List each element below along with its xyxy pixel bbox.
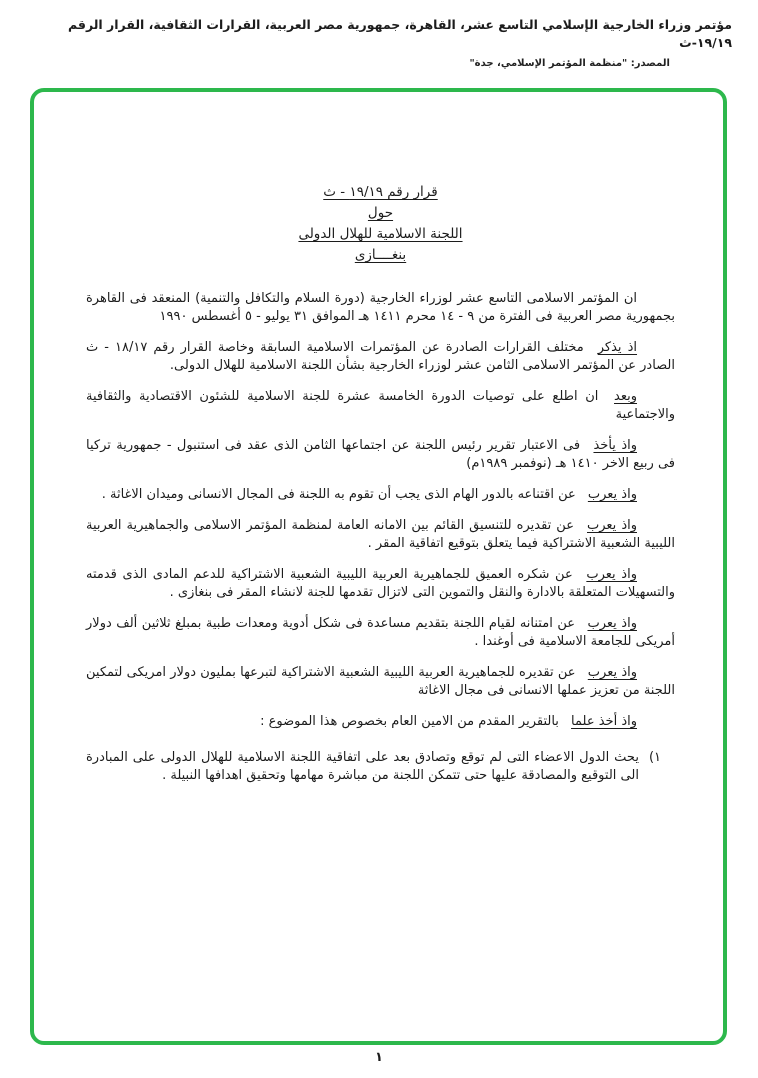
paragraph-lead: واذ أخذ علما bbox=[571, 714, 637, 729]
title-line-about: حول bbox=[367, 205, 394, 221]
paragraph-appreciation-coordination bbox=[86, 517, 675, 553]
paragraph-gratitude-aid bbox=[86, 615, 675, 651]
paragraph-lead: وبعد bbox=[614, 389, 638, 404]
paragraph-thanks-libya bbox=[86, 566, 675, 602]
header-source: المصدر: "منظمة المؤتمر الإسلامي، جدة" bbox=[469, 58, 670, 69]
paragraph-lead: واذ يعرب bbox=[587, 518, 637, 533]
list-item-1 bbox=[86, 749, 675, 785]
paragraph-lead: واذ يأخذ bbox=[593, 438, 637, 453]
paragraph-lead: واذ يعرب bbox=[587, 487, 637, 502]
paragraph-taking-note bbox=[86, 713, 675, 731]
header-title: مؤتمر وزراء الخارجية الإسلامي التاسع عشر، القاهرة، جمهورية مصر العربية، القرارات الثقافية، القرار الرقم ١٩/١٩-ث bbox=[67, 17, 732, 50]
paragraph-appreciation-donation bbox=[86, 664, 675, 700]
paragraph-text: ان اطلع على توصيات الدورة الخامسة عشرة للجنة الاسلامية للشئون الاقتصادية والثقافية والاجتماعية bbox=[86, 389, 675, 422]
list-item-number: ١) bbox=[648, 750, 661, 765]
paragraph-recalling bbox=[86, 339, 675, 375]
paragraph-lead: اذ يذكر bbox=[597, 340, 638, 355]
paragraph-text: عن تقديره للتنسيق القائم بين الامانه العامة لمنظمة المؤتمر الاسلامى والجماهيرية العربية الليبية الشعبية الاشتراكية فيما يتعلق بتوقيع اتفاقية المقر . bbox=[86, 518, 675, 551]
paragraph-text: عن شكره العميق للجماهيرية العربية الليبية الشعبية الاشتراكية للدعم المادى الذى قدمته والتسهيلات المتعلقة بالادارة والنقل والتموين التى لاتزال تقدمها للجنة لانشاء المقر فى بنغازى . bbox=[86, 567, 675, 600]
paragraph-text: عن اقتناعه بالدور الهام الذى يجب أن تقوم به اللجنة فى المجال الانسانى وميدان الاغاثة . bbox=[101, 487, 576, 502]
paragraph-text: عن تقديره للجماهيرية العربية الليبية الشعبية الاشتراكية لتبرعها بمليون دولار امريكى لتمكين اللجنة من تعزيز عملها الانسانى فى مجال الاغاثة bbox=[86, 665, 675, 698]
green-frame bbox=[30, 88, 727, 1045]
paragraph-text: ان المؤتمر الاسلامى التاسع عشر لوزراء الخارجية (دورة السلام والتكافل والتنمية) المنعقد فى القاهرة بجمهورية مصر العربية فى الفترة من ٩ - ١٤ محرم ١٤١١ هـ الموافق ٣١ يوليو - ٥ أغسطس ١٩٩٠ bbox=[86, 291, 675, 324]
page-number: ١ bbox=[375, 1050, 383, 1065]
paragraph-having-reviewed bbox=[86, 388, 675, 424]
title-line-city: بنغــــازى bbox=[354, 247, 407, 263]
paragraph-lead: واذ يعرب bbox=[587, 665, 637, 680]
title-line-number: قرار رقم ١٩/١٩ - ث bbox=[323, 184, 438, 200]
paragraph-expressing-conviction bbox=[86, 486, 675, 504]
paragraph-lead: واذ يعرب bbox=[586, 567, 637, 582]
paragraph-preamble bbox=[86, 290, 675, 326]
paragraph-text: مختلف القرارات الصادرة عن المؤتمرات الاسلامية السابقة وخاصة القرار رقم ١٨/١٧ - ث الصادر عن المؤتمر الاسلامى الثامن عشر لوزراء الخارجية بشأن اللجنة الاسلامية للهلال الدولى. bbox=[86, 340, 675, 373]
resolution-title bbox=[86, 182, 675, 266]
document-header bbox=[0, 0, 758, 69]
paragraph-text: فى الاعتبار تقرير رئيس اللجنة عن اجتماعها الثامن الذى عقد فى استنبول - جمهورية تركيا فى ربيع الاخر ١٤١٠ هـ (نوفمبر ١٩٨٩م) bbox=[86, 438, 675, 471]
paragraph-lead: واذ يعرب bbox=[587, 616, 637, 631]
paragraph-text: عن امتنانه لقيام اللجنة بتقديم مساعدة فى شكل أدوية ومعدات طبية بمبلغ ثلاثين ألف دولار أمريكى للجامعة الاسلامية فى أوغندا . bbox=[86, 616, 675, 649]
paragraph-text: بالتقرير المقدم من الامين العام بخصوص هذا الموضوع : bbox=[260, 714, 559, 729]
list-item-text: يحث الدول الاعضاء التى لم توقع وتصادق بعد على اتفاقية اللجنة الاسلامية للهلال الدولى على المبادرة الى التوقيع والمصادقة عليها حتى تتمكن اللجنة من مباشرة مهامها وتحقيق اهدافها النبيلة . bbox=[86, 750, 639, 783]
paragraph-taking-into-account bbox=[86, 437, 675, 473]
scanned-page-content bbox=[34, 92, 723, 1041]
title-line-committee: اللجنة الاسلامية للهلال الدولى bbox=[298, 226, 463, 242]
